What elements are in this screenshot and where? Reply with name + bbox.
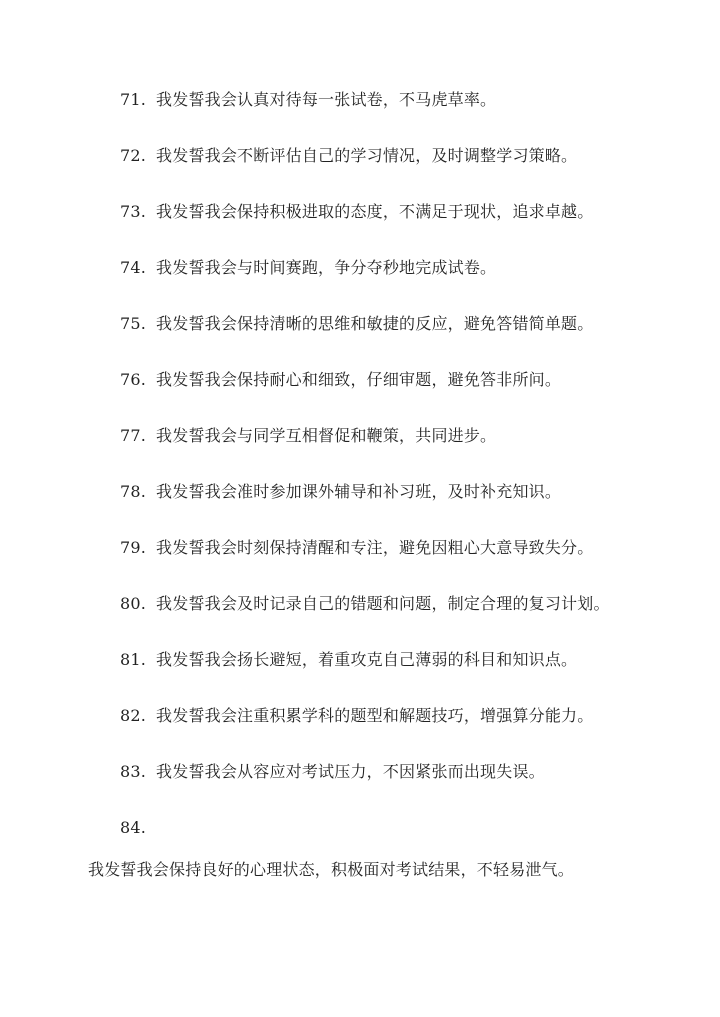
item-number: 79.	[120, 538, 147, 557]
list-item	[120, 258, 496, 278]
list-item	[120, 594, 610, 614]
item-continuation-text: 我发誓我会保持良好的心理状态，积极面对考试结果，不轻易泄气。	[88, 860, 575, 879]
item-number: 83.	[120, 762, 147, 781]
item-number: 82.	[120, 706, 147, 725]
item-text: 我发誓我会及时记录自己的错题和问题，制定合理的复习计划。	[156, 594, 610, 613]
list-item	[120, 370, 561, 390]
item-text: 我发誓我会保持耐心和细致，仔细审题，避免答非所问。	[156, 370, 562, 389]
item-number: 76.	[120, 370, 147, 389]
item-text: 我发誓我会与同学互相督促和鞭策，共同进步。	[156, 426, 497, 445]
list-item	[120, 818, 156, 838]
item-text: 我发誓我会认真对待每一张试卷，不马虎草率。	[156, 90, 497, 109]
item-number: 80.	[120, 594, 147, 613]
list-item	[120, 650, 577, 670]
item-number: 84.	[120, 818, 147, 837]
list-item	[120, 706, 593, 726]
item-text: 我发誓我会注重积累学科的题型和解题技巧，增强算分能力。	[156, 706, 594, 725]
item-number: 73.	[120, 202, 147, 221]
list-item	[120, 314, 593, 334]
list-item	[120, 426, 496, 446]
list-item	[120, 90, 496, 110]
item-number: 81.	[120, 650, 147, 669]
item-text: 我发誓我会从容应对考试压力，不因紧张而出现失误。	[156, 762, 545, 781]
item-number: 78.	[120, 482, 147, 501]
list-item	[120, 202, 593, 222]
item-number: 77.	[120, 426, 147, 445]
item-text: 我发誓我会不断评估自己的学习情况，及时调整学习策略。	[156, 146, 578, 165]
list-item	[120, 762, 545, 782]
list-item	[120, 146, 577, 166]
item-text: 我发誓我会保持积极进取的态度，不满足于现状，追求卓越。	[156, 202, 594, 221]
list-item	[120, 482, 561, 502]
item-number: 72.	[120, 146, 147, 165]
item-number: 71.	[120, 90, 147, 109]
item-number: 74.	[120, 258, 147, 277]
item-text: 我发誓我会保持清晰的思维和敏捷的反应，避免答错简单题。	[156, 314, 594, 333]
list-item	[120, 538, 593, 558]
item-text: 我发誓我会扬长避短，着重攻克自己薄弱的科目和知识点。	[156, 650, 578, 669]
item-text: 我发誓我会准时参加课外辅导和补习班，及时补充知识。	[156, 482, 562, 501]
item-number: 75.	[120, 314, 147, 333]
item-text: 我发誓我会时刻保持清醒和专注，避免因粗心大意导致失分。	[156, 538, 594, 557]
item-text: 我发誓我会与时间赛跑，争分夺秒地完成试卷。	[156, 258, 497, 277]
